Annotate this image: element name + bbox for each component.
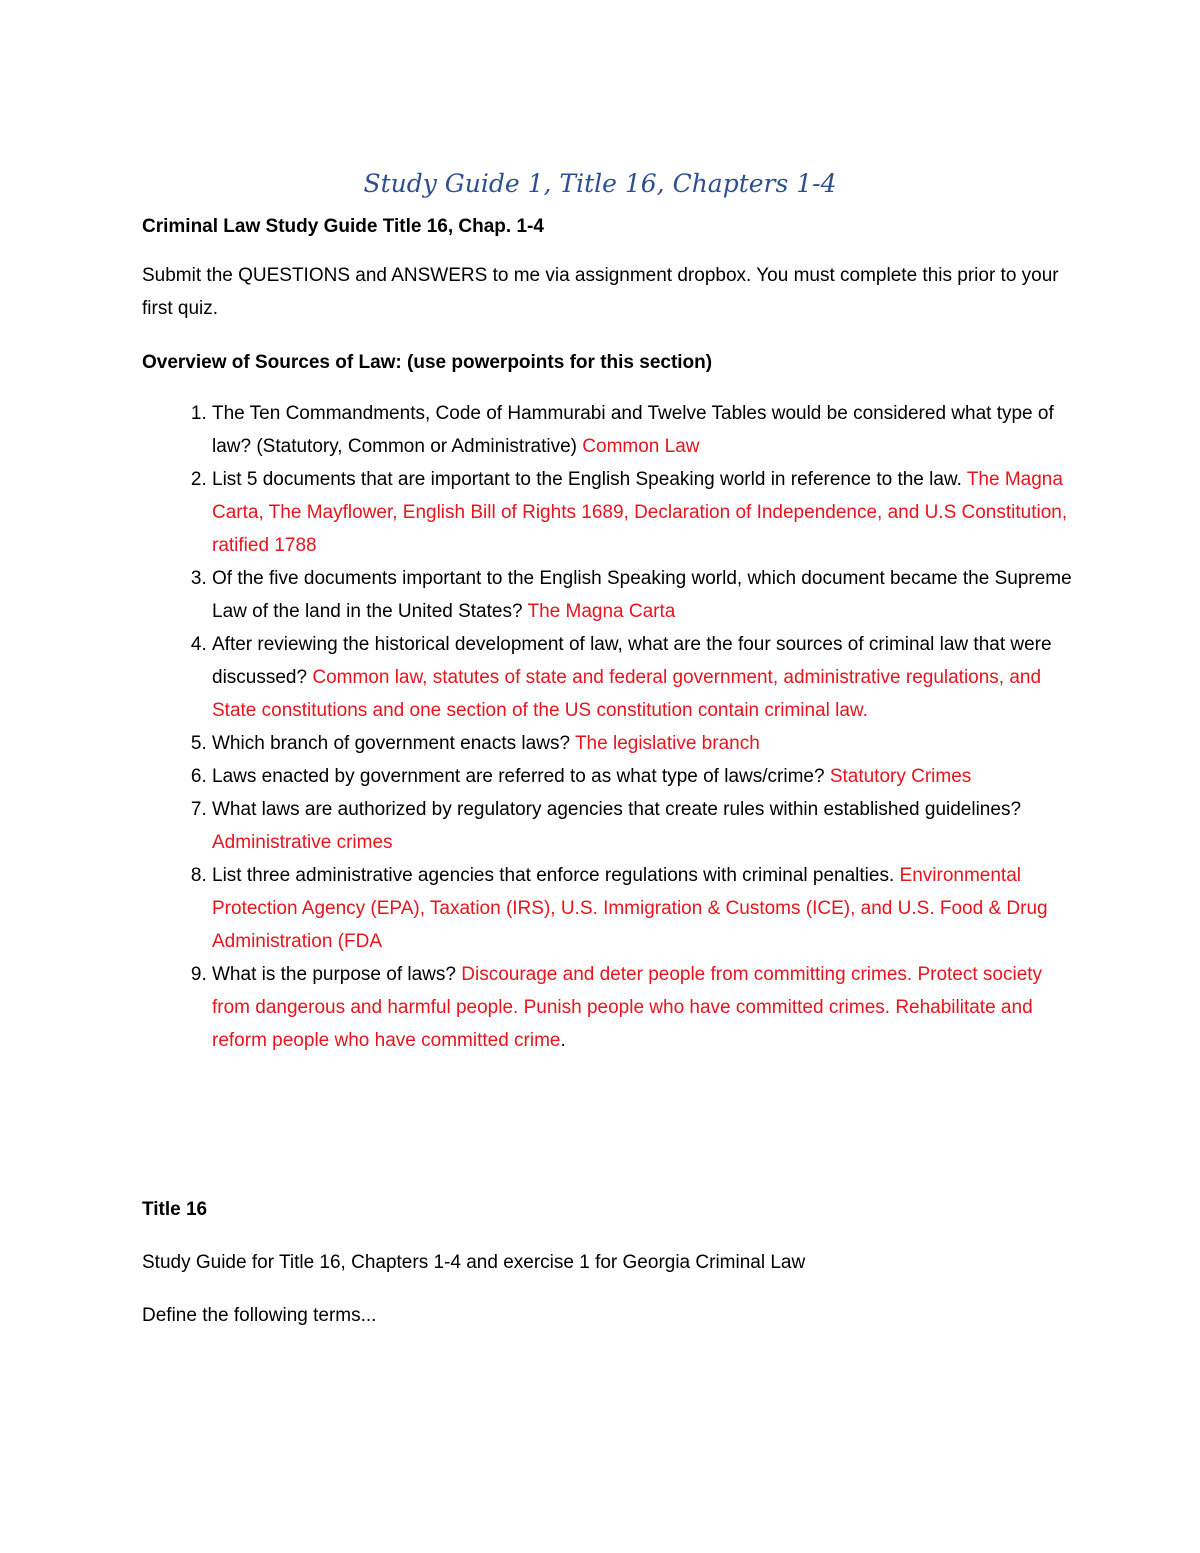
- answer-text: Administrative crimes: [212, 832, 393, 853]
- question-text: Of the five documents important to the English Speaking world, which document became the Supreme Law of the land in the United States?: [212, 568, 1072, 622]
- question-item-1: [212, 397, 1072, 463]
- study-guide-line: Study Guide for Title 16, Chapters 1-4 and exercise 1 for Georgia Criminal Law: [142, 1252, 806, 1273]
- question-item-4: [212, 628, 1072, 727]
- answer-text: The Magna Carta: [527, 601, 676, 622]
- question-item-7: [212, 793, 1072, 859]
- question-text: What laws are authorized by regulatory agencies that create rules within established guidelines?: [212, 799, 1022, 820]
- question-item-6: [212, 760, 1072, 793]
- answer-text: The legislative branch: [574, 733, 760, 754]
- question-item-5: [212, 727, 1072, 760]
- question-item-3: [212, 562, 1072, 628]
- question-text: List three administrative agencies that enforce regulations with criminal penalties.: [212, 865, 895, 886]
- question-text: The Ten Commandments, Code of Hammurabi and Twelve Tables would be considered what type of law? (Statutory, Common or Administrative): [212, 403, 1054, 457]
- document-title: Study Guide 1, Title 16, Chapters 1-4: [363, 169, 837, 198]
- answer-text: Common law, statutes of state and federal government, administrative regulations, and State constitutions and one section of the US constitution contain criminal law.: [212, 667, 1042, 721]
- questions-list: [142, 397, 1072, 1057]
- title16-heading: Title 16: [142, 1199, 208, 1220]
- question-text: After reviewing the historical development of law, what are the four sources of criminal law that were discussed?: [212, 634, 1052, 688]
- question-item-8: [212, 859, 1072, 958]
- question-text: Laws enacted by government are referred to as what type of laws/crime?: [212, 766, 825, 787]
- define-terms-line: Define the following terms...: [142, 1305, 377, 1326]
- answer-text: Statutory Crimes: [829, 766, 972, 787]
- answer-text: Environmental Protection Agency (EPA), Taxation (IRS), U.S. Immigration & Customs (ICE), and U.S. Food & Drug Administration (FDA: [212, 865, 1048, 952]
- instructions-paragraph: Submit the QUESTIONS and ANSWERS to me via assignment dropbox. You must complete this prior to your first quiz.: [142, 265, 1059, 319]
- answer-text: Discourage and deter people from committing crimes. Protect society from dangerous and harmful people. Punish people who have committed crimes. Rehabilitate and reform people who have committed crime: [212, 964, 1043, 1051]
- overview-heading: Overview of Sources of Law: (use powerpoints for this section): [142, 352, 713, 373]
- document-subheading: Criminal Law Study Guide Title 16, Chap. 1-4: [142, 216, 544, 237]
- question-item-9: [212, 958, 1072, 1057]
- answer-text: Common Law: [582, 436, 700, 457]
- question-item-2: [212, 463, 1072, 562]
- question-text: Which branch of government enacts laws?: [212, 733, 571, 754]
- answer-text: The Magna Carta, The Mayflower, English Bill of Rights 1689, Declaration of Independence, and U.S Constitution, ratified 1788: [212, 469, 1068, 556]
- question-text: What is the purpose of laws?: [212, 964, 456, 985]
- question-text: List 5 documents that are important to the English Speaking world in reference to the law.: [212, 469, 962, 490]
- answer-suffix: .: [560, 1030, 566, 1051]
